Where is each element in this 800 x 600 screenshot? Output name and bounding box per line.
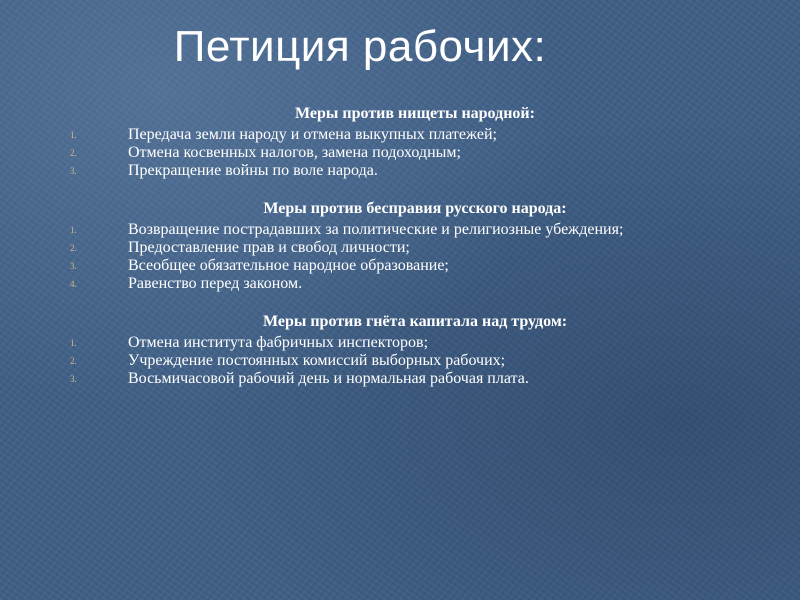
list-item-text: Учреждение постоянных комиссий выборных рабочих;: [128, 352, 506, 369]
list-number: 1.: [70, 130, 77, 140]
list-item-text: Передача земли народу и отмена выкупных платежей;: [128, 126, 497, 143]
numbered-list: [70, 221, 760, 293]
list-item: [70, 334, 760, 352]
list-number: 2.: [70, 148, 77, 158]
list-item-text: Равенство перед законом.: [128, 275, 303, 292]
list-item-text: Отмена института фабричных инспекторов;: [128, 334, 429, 351]
numbered-list: [70, 334, 760, 388]
section-heading: Меры против нищеты народной:: [295, 105, 535, 122]
list-item-text: Всеобщее обязательное народное образование;: [128, 257, 449, 274]
list-number: 3.: [70, 261, 77, 271]
section-heading: Меры против гнёта капитала над трудом:: [262, 313, 568, 330]
list-item-text: Прекращение войны по воле народа.: [128, 162, 378, 179]
section-poverty-measures: [70, 104, 760, 180]
list-item: [70, 162, 760, 180]
section-capital-measures: [70, 312, 760, 388]
list-number: 4.: [70, 279, 77, 289]
list-number: 3.: [70, 166, 77, 176]
section-rights-measures: [70, 199, 760, 293]
slide-title: Петиция рабочих:: [173, 22, 547, 71]
list-number: 2.: [70, 356, 77, 366]
list-number: 1.: [70, 338, 77, 348]
list-item: [70, 275, 760, 293]
slide-body: [70, 104, 760, 388]
list-item: [70, 239, 760, 257]
list-item: [70, 352, 760, 370]
list-item-text: Возвращение пострадавших за политические и религиозные убеждения;: [128, 221, 624, 238]
list-item: [70, 221, 760, 239]
list-item: [70, 126, 760, 144]
list-item: [70, 370, 760, 388]
list-number: 3.: [70, 374, 77, 384]
list-item: [70, 257, 760, 275]
list-item: [70, 144, 760, 162]
list-number: 2.: [70, 243, 77, 253]
numbered-list: [70, 126, 760, 180]
section-heading: Меры против бесправия русского народа:: [263, 200, 567, 217]
list-item-text: Предоставление прав и свобод личности;: [128, 239, 410, 256]
list-item-text: Восьмичасовой рабочий день и нормальная рабочая плата.: [128, 370, 529, 387]
list-item-text: Отмена косвенных налогов, замена подоходным;: [128, 144, 461, 161]
list-number: 1.: [70, 225, 77, 235]
